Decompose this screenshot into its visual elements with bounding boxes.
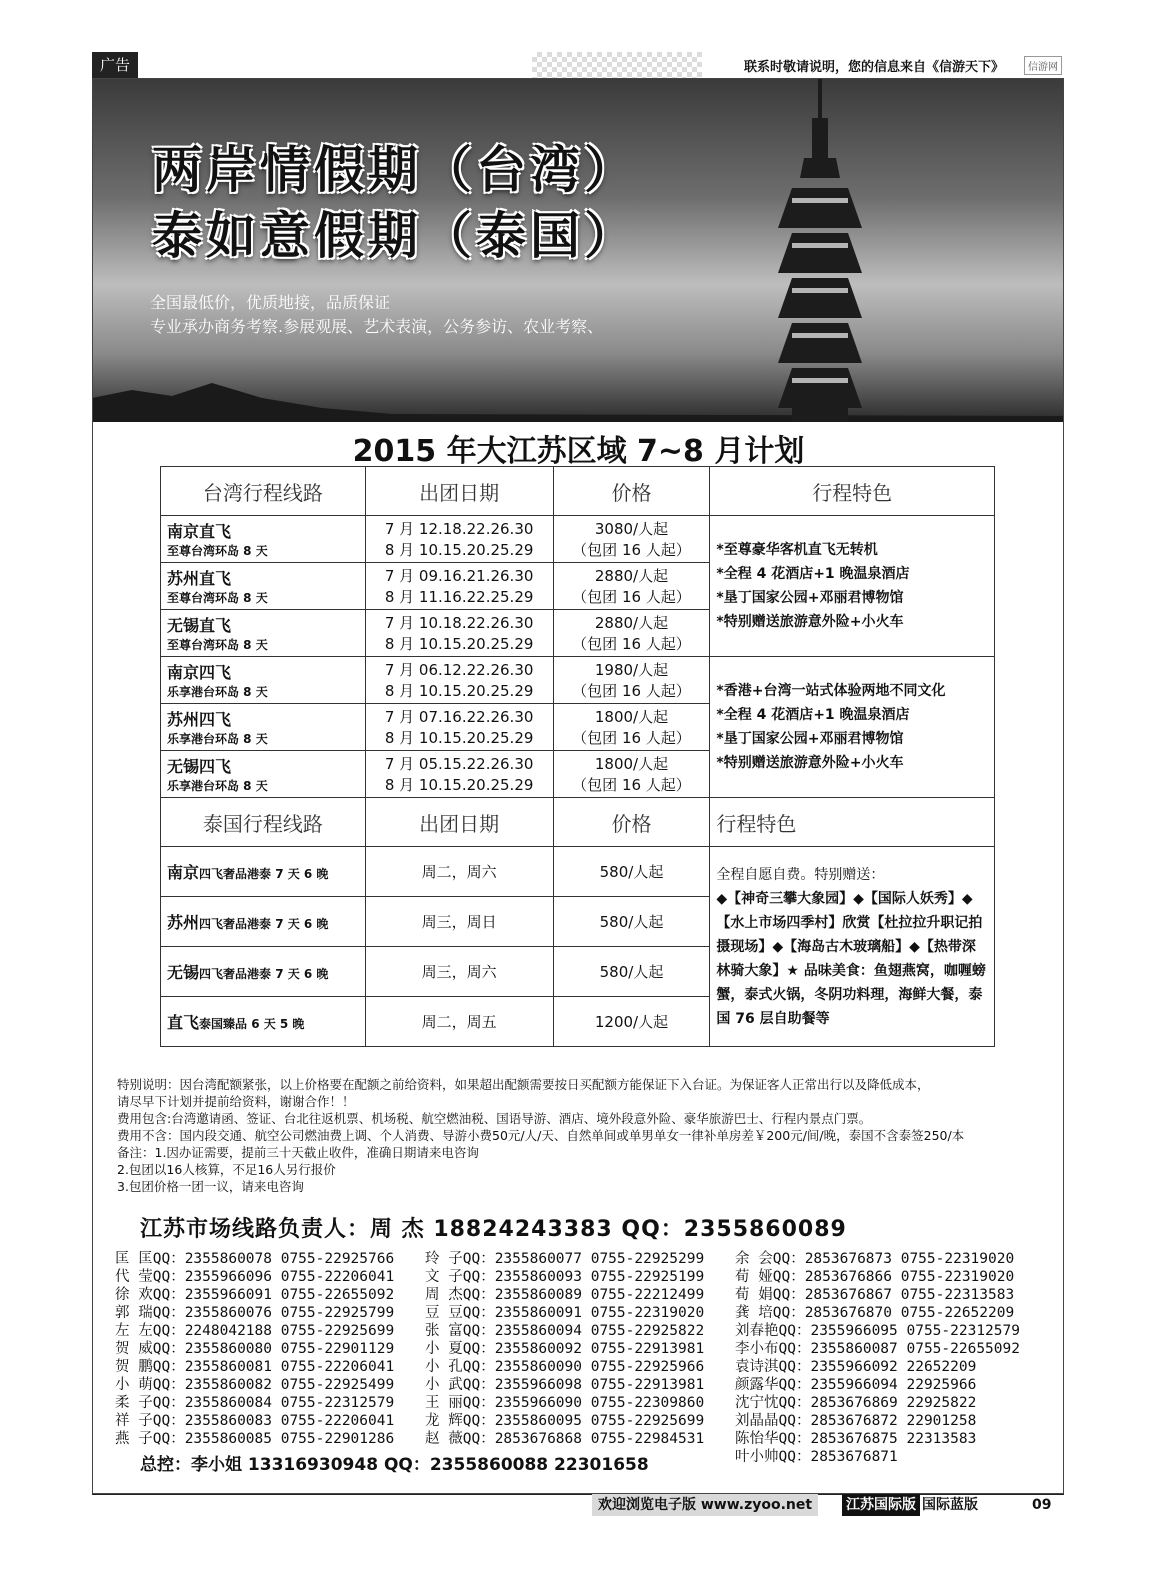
contacts-column-3 (735, 1250, 1020, 1466)
feature-line: *特别赠送旅游意外险+小火车 (716, 614, 904, 630)
table-row (161, 847, 995, 897)
note-line: 费用不含：国内段交通、航空公司燃油费上调、个人消费、导游小费50元/人/天、自然单间或单男单女一律补单房差￥200元/间/晚，泰国不含泰签250/本 (117, 1128, 965, 1143)
list-item: 荀 娟QQ：2853676867 0755-22313583 (735, 1287, 1015, 1303)
date-line: 7 月 07.16.22.26.30 (384, 708, 534, 726)
date: 周二，周六 (365, 847, 553, 897)
route-sub: 至尊台湾环岛 8 天 (167, 591, 268, 605)
price: 1800/人起 (594, 755, 669, 773)
feature-line: *全程 4 花酒店+1 晚温泉酒店 (716, 566, 910, 582)
note-line: 费用包含:台湾邀请函、签证、台北往返机票、机场税、航空燃油税、国语导游、酒店、境外段意外险、豪华旅游巴士、行程内景点门票。 (117, 1111, 872, 1126)
route-sub: 泰国臻品 6 天 5 晚 (199, 1017, 305, 1031)
route-sub: 乐享港台环岛 8 天 (167, 685, 268, 699)
route-sub: 至尊台湾环岛 8 天 (167, 544, 268, 558)
list-item: 李小布QQ：2355860087 0755-22655092 (735, 1341, 1020, 1357)
list-item: 贺 威QQ：2355860080 0755-22901129 (115, 1341, 395, 1357)
route-name: 无锡直飞 (167, 616, 232, 635)
price-note: （包团 16 人起） (572, 588, 691, 606)
note-line: 2.包团以16人核算，不足16人另行报价 (117, 1162, 336, 1177)
list-item: 徐 欢QQ：2355966091 0755-22655092 (115, 1287, 395, 1303)
price: 1200/人起 (553, 997, 710, 1047)
date-line: 7 月 06.12.22.26.30 (384, 661, 534, 679)
feature-line: *特别赠送旅游意外险+小火车 (716, 755, 904, 771)
date: 周三，周六 (365, 947, 553, 997)
table-row (161, 516, 995, 563)
general-control: 总控：李小姐 13316930948 QQ：2355860088 22301658 (140, 1455, 649, 1475)
thailand-header-row (161, 798, 995, 847)
date-line: 8 月 11.16.22.25.29 (384, 588, 534, 606)
list-item: 柔 子QQ：2355860084 0755-22312579 (115, 1395, 395, 1411)
list-item: 小 孔QQ：2355860090 0755-22925966 (425, 1359, 705, 1375)
feature-cell-direct (710, 516, 995, 657)
route-name: 南京直飞 (167, 522, 232, 541)
price: 2880/人起 (594, 614, 669, 632)
list-item: 赵 薇QQ：2853676868 0755-22984531 (425, 1431, 705, 1447)
date-line: 8 月 10.15.20.25.29 (384, 776, 534, 794)
date-line: 8 月 10.15.20.25.29 (384, 729, 534, 747)
price: 1800/人起 (594, 708, 669, 726)
date-line: 8 月 10.15.20.25.29 (384, 635, 534, 653)
footer-edition: 江苏国际版 (842, 1494, 920, 1516)
note-line: 请尽早下计划并提前给资料，谢谢合作！！ (117, 1094, 355, 1109)
date-line: 7 月 12.18.22.26.30 (384, 520, 534, 538)
route-name: 南京四飞 (167, 663, 232, 682)
list-item: 叶小帅QQ：2853676871 (735, 1449, 898, 1465)
list-item: 左 左QQ：2248042188 0755-22925699 (115, 1323, 395, 1339)
note-line: 特别说明：因台湾配额紧张，以上价格要在配额之前给资料，如果超出配额需要按日买配额方能保证下入台证。为保证客人正常出行以及降低成本， (117, 1077, 930, 1092)
list-item: 小 武QQ：2355966098 0755-22913981 (425, 1377, 705, 1393)
notes-block (117, 1076, 1047, 1195)
city: 直飞 (167, 1013, 200, 1032)
footer-welcome[interactable]: 欢迎浏览电子版 www.zyoo.net (592, 1494, 818, 1516)
hero-subtitle-2: 专业承办商务考察.参展观展、艺术表演，公务参访、农业考察、 (150, 317, 604, 336)
feature-head: 全程自愿自费。特别赠送： (716, 866, 885, 883)
price: 1980/人起 (594, 661, 669, 679)
date-line: 7 月 10.18.22.26.30 (384, 614, 534, 632)
route-name: 苏州直飞 (167, 569, 232, 588)
feature-line: *垦丁国家公园+邓丽君博物馆 (716, 590, 904, 606)
header-price: 价格 (553, 798, 710, 847)
list-item: 匡 匡QQ：2355860078 0755-22925766 (115, 1251, 395, 1267)
feature-cell-fourflight (710, 657, 995, 798)
route-sub: 乐享港台环岛 8 天 (167, 732, 268, 746)
list-item: 小 萌QQ：2355860082 0755-22925499 (115, 1377, 395, 1393)
list-item: 燕 子QQ：2355860085 0755-22901286 (115, 1431, 395, 1447)
price-note: （包团 16 人起） (572, 541, 691, 559)
list-item: 荀 娅QQ：2853676866 0755-22319020 (735, 1269, 1015, 1285)
date-line: 7 月 09.16.21.26.30 (384, 567, 534, 585)
feature-line: *垦丁国家公园+邓丽君博物馆 (716, 731, 904, 747)
list-item: 袁诗淇QQ：2355966092 22652209 (735, 1359, 977, 1375)
header-feature: 行程特色 (710, 467, 995, 516)
city: 南京 (167, 863, 200, 882)
feature-line: *至尊豪华客机直飞无转机 (716, 542, 878, 558)
city: 苏州 (167, 913, 200, 932)
hero-title-thailand: 泰如意假期（泰国） (152, 206, 638, 265)
route-sub: 四飞奢品港泰 7 天 6 晚 (199, 967, 329, 981)
feature-body: ◆【神奇三攀大象园】◆【国际人妖秀】◆【水上市场四季村】欣赏【杜拉拉升职记拍摄现场】◆【海岛古木玻璃船】◆【热带深林骑大象】★ 品味美食：鱼翅燕窝，咖喱螃蟹，泰式火锅，冬阴功料理，海鲜大餐，泰国 76 层自助餐等 (716, 890, 986, 1027)
page-number: 09 (1032, 1497, 1052, 1513)
list-item: 玲 子QQ：2355860077 0755-22925299 (425, 1251, 705, 1267)
list-item: 周 杰QQ：2355860089 0755-22212499 (425, 1287, 705, 1303)
list-item: 颜露华QQ：2355966094 22925966 (735, 1377, 977, 1393)
note-line: 备注：1.因办证需要，提前三十天截止收件，准确日期请来电咨询 (117, 1145, 479, 1160)
header-route: 泰国行程线路 (161, 798, 366, 847)
price: 580/人起 (553, 847, 710, 897)
top-bar (92, 52, 1064, 78)
footer-blue-edition: 国际蓝版 (922, 1497, 978, 1513)
route-name: 苏州四飞 (167, 710, 232, 729)
brand-logo: 信游网 (1024, 56, 1062, 75)
list-item: 龙 辉QQ：2355860095 0755-22925699 (425, 1413, 705, 1429)
route-sub: 四飞奢品港泰 7 天 6 晚 (199, 917, 329, 931)
list-item: 郭 瑞QQ：2355860076 0755-22925799 (115, 1305, 395, 1321)
price-note: （包团 16 人起） (572, 776, 691, 794)
list-item: 祥 子QQ：2355860083 0755-22206041 (115, 1413, 395, 1429)
route-sub: 乐享港台环岛 8 天 (167, 779, 268, 793)
list-item: 刘晶晶QQ：2853676872 22901258 (735, 1413, 977, 1429)
hero-banner (92, 78, 1064, 422)
header-price: 价格 (553, 467, 710, 516)
price: 3080/人起 (594, 520, 669, 538)
feature-line: *全程 4 花酒店+1 晚温泉酒店 (716, 707, 910, 723)
itinerary-table (160, 466, 995, 1047)
checker-pattern (532, 52, 702, 78)
route-sub: 至尊台湾环岛 8 天 (167, 638, 268, 652)
list-item: 小 夏QQ：2355860092 0755-22913981 (425, 1341, 705, 1357)
hero-subtitle-1: 全国最低价，优质地接，品质保证 (150, 293, 391, 312)
list-item: 王 丽QQ：2355966090 0755-22309860 (425, 1395, 705, 1411)
list-item: 豆 豆QQ：2355860091 0755-22319020 (425, 1305, 705, 1321)
route-sub: 四飞奢品港泰 7 天 6 晚 (199, 867, 329, 881)
list-item: 贺 鹏QQ：2355860081 0755-22206041 (115, 1359, 395, 1375)
note-line: 3.包团价格一团一议，请来电咨询 (117, 1179, 304, 1194)
feature-line: *香港+台湾一站式体验两地不同文化 (716, 683, 946, 699)
header-date: 出团日期 (365, 467, 553, 516)
date-line: 8 月 10.15.20.25.29 (384, 541, 534, 559)
list-item: 刘春艳QQ：2355966095 0755-22312579 (735, 1323, 1020, 1339)
list-item: 龚 培QQ：2853676870 0755-22652209 (735, 1305, 1015, 1321)
list-item: 沈宁忱QQ：2853676869 22925822 (735, 1395, 977, 1411)
route-name: 无锡四飞 (167, 757, 232, 776)
header-date: 出团日期 (365, 798, 553, 847)
list-item: 陈怡华QQ：2853676875 22313583 (735, 1431, 977, 1447)
price-note: （包团 16 人起） (572, 635, 691, 653)
price-note: （包团 16 人起） (572, 682, 691, 700)
feature-cell-thailand (710, 847, 995, 1047)
date: 周三，周日 (365, 897, 553, 947)
price: 580/人起 (553, 947, 710, 997)
list-item: 余 会QQ：2853676873 0755-22319020 (735, 1251, 1015, 1267)
price-note: （包团 16 人起） (572, 729, 691, 747)
table-row (161, 657, 995, 704)
plan-title: 2015 年大江苏区域 7~8 月计划 (352, 434, 805, 469)
price: 580/人起 (553, 897, 710, 947)
header-route: 台湾行程线路 (161, 467, 366, 516)
header-feature: 行程特色 (710, 798, 995, 847)
contact-note: 联系时敬请说明，您的信息来自《信游天下》 (743, 60, 1004, 75)
date-line: 7 月 05.15.22.26.30 (384, 755, 534, 773)
footer (592, 1494, 1064, 1516)
city: 无锡 (167, 963, 200, 982)
price: 2880/人起 (594, 567, 669, 585)
list-item: 文 子QQ：2355860093 0755-22925199 (425, 1269, 705, 1285)
contacts-column-2 (425, 1250, 704, 1448)
hero-title-taiwan: 两岸情假期（台湾） (152, 140, 638, 199)
taiwan-header-row (161, 467, 995, 516)
market-manager: 江苏市场线路负责人：周 杰 18824243383 QQ：2355860089 (140, 1217, 847, 1242)
list-item: 张 富QQ：2355860094 0755-22925822 (425, 1323, 705, 1339)
date-line: 8 月 10.15.20.25.29 (384, 682, 534, 700)
list-item: 代 莹QQ：2355966096 0755-22206041 (115, 1269, 395, 1285)
ad-label: 广告 (92, 52, 138, 78)
date: 周二，周五 (365, 997, 553, 1047)
contacts-column-1 (115, 1250, 394, 1448)
